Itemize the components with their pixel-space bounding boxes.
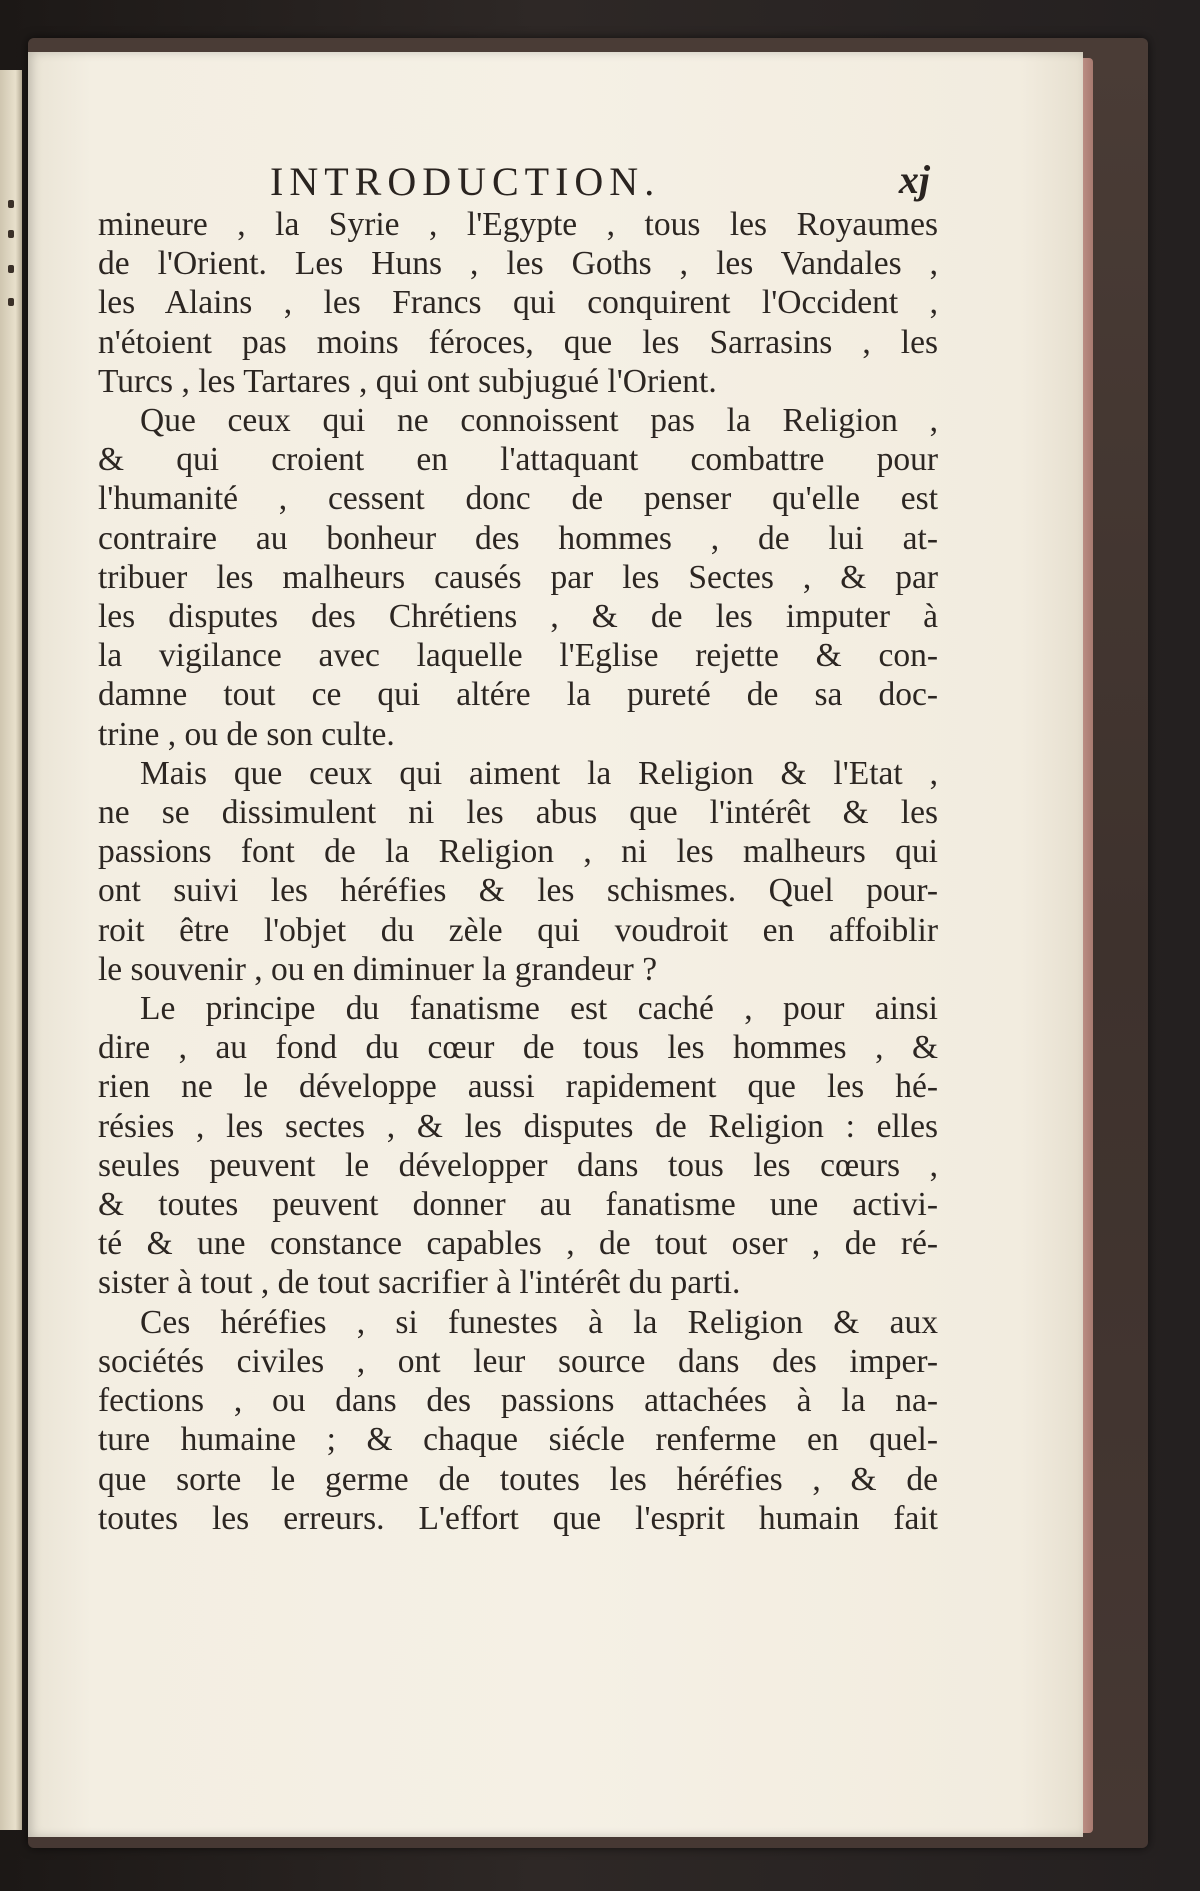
- text-line: damne tout ce qui altére la pureté de sa doc-: [98, 676, 938, 714]
- text-line: ont suivi les héréfies & les schismes. Quel pour-: [98, 872, 938, 910]
- text-line: dire , au fond du cœur de tous les hommes , &: [98, 1029, 938, 1067]
- text-line: le souvenir , ou en diminuer la grandeur ?: [98, 950, 658, 988]
- text-line: rien ne le développe aussi rapidement que les hé-: [98, 1068, 938, 1106]
- facing-page-mark: [8, 230, 14, 238]
- text-line: Turcs , les Tartares , qui ont subjugué l'Orient.: [98, 362, 717, 400]
- text-line: roit être l'objet du zèle qui voudroit en affoiblir: [98, 911, 938, 949]
- paragraph-first-line: Ces héréfies , si funestes à la Religion & aux: [140, 1303, 938, 1341]
- text-line: de l'Orient. Les Huns , les Goths , les Vandales ,: [98, 245, 938, 283]
- text-line: tribuer les malheurs causés par les Sectes , & par: [98, 558, 938, 596]
- text-line: que sorte le germe de toutes les héréfies , & de: [98, 1460, 938, 1498]
- text-line: n'étoient pas moins féroces, que les Sarrasins , les: [98, 323, 938, 361]
- text-line: sister à tout , de tout sacrifier à l'intérêt du parti.: [98, 1264, 741, 1302]
- text-line: résies , les sectes , & les disputes de Religion : elles: [98, 1107, 938, 1145]
- text-line: passions font de la Religion , ni les malheurs qui: [98, 833, 938, 871]
- text-line: les Alains , les Francs qui conquirent l'Occident ,: [98, 284, 938, 322]
- text-line: fections , ou dans des passions attachées à la na-: [98, 1382, 938, 1420]
- text-line: té & une constance capables , de tout oser , de ré-: [98, 1225, 938, 1263]
- facing-page-mark: [8, 265, 14, 273]
- text-line: ne se dissimulent ni les abus que l'intérêt & les: [98, 794, 938, 832]
- paragraph-first-line: Le principe du fanatisme est caché , pour ainsi: [140, 990, 938, 1028]
- text-line: sociétés civiles , ont leur source dans des imper-: [98, 1342, 938, 1380]
- text-line: la vigilance avec laquelle l'Eglise rejette & con-: [98, 637, 938, 675]
- text-line: contraire au bonheur des hommes , de lui at-: [98, 519, 938, 557]
- facing-page-mark: [8, 200, 14, 208]
- page-number: xj: [898, 157, 930, 202]
- text-line: seules peuvent le développer dans tous les cœurs ,: [98, 1146, 938, 1184]
- facing-page-edge: [0, 70, 22, 1830]
- paragraph-first-line: Que ceux qui ne connoissent pas la Religion ,: [140, 402, 938, 440]
- text-line: ture humaine ; & chaque siécle renferme en quel-: [98, 1421, 938, 1459]
- paragraph-first-line: Mais que ceux qui aiment la Religion & l'Etat ,: [140, 754, 938, 792]
- running-head-title: INTRODUCTION.: [270, 159, 661, 204]
- text-line: & qui croient en l'attaquant combattre pour: [98, 441, 938, 479]
- text-line: mineure , la Syrie , l'Egypte , tous les Royaumes: [98, 206, 938, 243]
- body-text: [98, 205, 938, 1538]
- running-head: [240, 158, 930, 208]
- text-line: les disputes des Chrétiens , & de les imputer à: [98, 598, 938, 636]
- text-line: l'humanité , cessent donc de penser qu'elle est: [98, 480, 938, 518]
- text-line: & toutes peuvent donner au fanatisme une activi-: [98, 1186, 938, 1224]
- facing-page-mark: [8, 298, 14, 306]
- text-line: toutes les erreurs. L'effort que l'esprit humain fait: [98, 1499, 938, 1537]
- text-line: trine , ou de son culte.: [98, 715, 395, 753]
